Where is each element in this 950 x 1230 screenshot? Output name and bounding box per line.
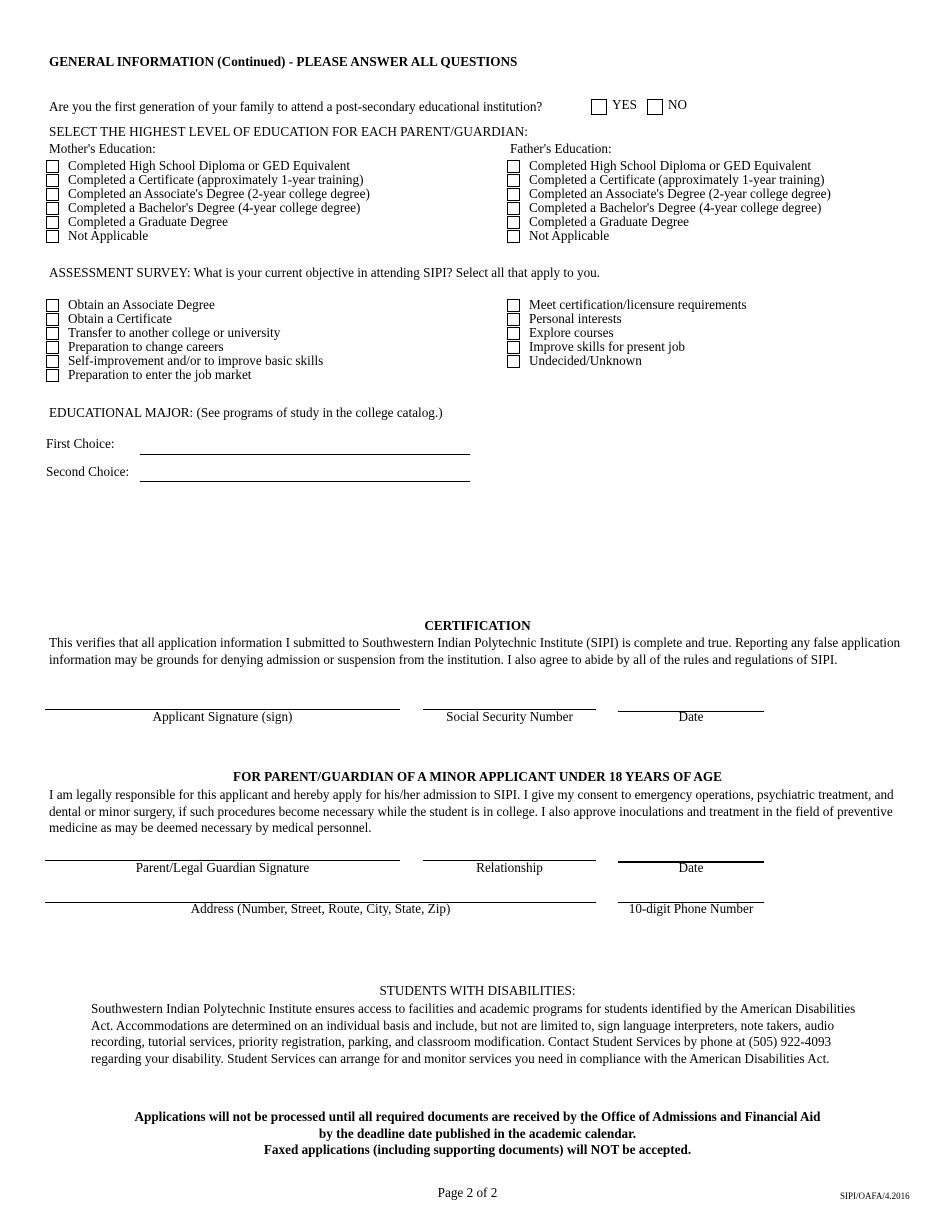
certification-date-label: Date [678,709,704,724]
option-label: Completed a Graduate Degree [529,214,690,229]
option-label: Completed High School Diploma or GED Equivalent [68,158,351,173]
checkbox[interactable] [507,160,520,173]
first-gen-yes-label: YES [612,97,637,112]
option-label: Preparation to enter the job market [68,367,252,382]
select-highest-education-prompt: SELECT THE HIGHEST LEVEL OF EDUCATION FOR EACH PARENT/GUARDIAN: [49,124,528,139]
option-label: Meet certification/licensure requirements [529,297,747,312]
checkbox[interactable] [46,299,59,312]
first-generation-question: Are you the first generation of your family to attend a post-secondary educational institution? [49,99,543,114]
option-label: Improve skills for present job [529,339,686,354]
section-heading-general: GENERAL INFORMATION (Continued) - PLEASE ANSWER ALL QUESTIONS [49,54,518,69]
first-gen-yes-checkbox[interactable] [591,99,607,115]
checkbox[interactable] [46,230,59,243]
certification-heading: CERTIFICATION [424,618,531,633]
checkbox[interactable] [507,202,520,215]
notice-line-2: by the deadline date published in the academic calendar. [318,1126,637,1141]
second-choice-label: Second Choice: [46,464,130,479]
guardian-signature-label: Parent/Legal Guardian Signature [135,860,310,875]
disabilities-heading: STUDENTS WITH DISABILITIES: [379,983,576,998]
first-gen-no-label: NO [668,97,688,112]
relationship-label: Relationship [476,860,543,875]
checkbox[interactable] [46,174,59,187]
guardian-consent-text: I am legally responsible for this applicant and hereby apply for his/her admission to SIPI. I give my consent to emergency operations, psychiatric treatment, and dental or minor surgery, if such procedures become necessary while the student is in college. I also approve inoculations and treatment in the field of preventive medicine as may be deemed necessary by medical personnel. [49,787,894,835]
checkbox[interactable] [507,327,520,340]
educational-major-prompt: EDUCATIONAL MAJOR: (See programs of study in the college catalog.) [49,405,443,420]
checkbox[interactable] [46,369,59,382]
option-label: Not Applicable [68,228,149,243]
mother-education-label: Mother's Education: [49,141,156,156]
checkbox[interactable] [507,174,520,187]
checkbox[interactable] [46,341,59,354]
checkbox[interactable] [507,355,520,368]
option-label: Completed a Bachelor's Degree (4-year college degree) [529,200,822,215]
checkbox[interactable] [46,202,59,215]
disabilities-text: Southwestern Indian Polytechnic Institute ensures access to facilities and academic programs for students identified by the American Disabilities Act. Accommodations are determined on an individual basis and include, but not are limited to, sign language interpreters, note takers, audio recording, tutorial services, priority registration, parking, and classroom modification. Contact Student Services by phone at (505) 922-4093 regarding your disability. Student Services can arrange for and monitor services you need in compliance with the American Disabilities Act. [91,1001,856,1066]
option-label: Completed an Associate's Degree (2-year college degree) [529,186,831,201]
first-gen-no-checkbox[interactable] [647,99,663,115]
option-label: Transfer to another college or university [68,325,281,340]
checkbox[interactable] [46,160,59,173]
option-label: Undecided/Unknown [529,353,642,368]
option-label: Completed High School Diploma or GED Equivalent [529,158,812,173]
form-code: SIPI/OAFA/4.2016 [840,1191,910,1201]
option-label: Completed a Bachelor's Degree (4-year college degree) [68,200,361,215]
father-education-label: Father's Education: [510,141,612,156]
second-choice-input-line[interactable] [140,481,470,482]
guardian-heading: FOR PARENT/GUARDIAN OF A MINOR APPLICANT UNDER 18 YEARS OF AGE [233,769,722,784]
checkbox[interactable] [507,313,520,326]
address-label: Address (Number, Street, Route, City, State, Zip) [190,901,451,916]
option-label: Obtain an Associate Degree [68,297,215,312]
checkbox[interactable] [507,216,520,229]
checkbox[interactable] [46,355,59,368]
checkbox[interactable] [507,341,520,354]
first-choice-label: First Choice: [46,436,115,451]
guardian-date-label: Date [678,860,704,875]
option-label: Preparation to change careers [68,339,224,354]
option-label: Completed a Certificate (approximately 1-year training) [68,172,364,187]
option-label: Obtain a Certificate [68,311,172,326]
option-label: Self-improvement and/or to improve basic skills [68,353,324,368]
option-label: Completed a Certificate (approximately 1-year training) [529,172,825,187]
ssn-label: Social Security Number [446,709,573,724]
checkbox[interactable] [507,299,520,312]
phone-label: 10-digit Phone Number [628,901,754,916]
first-choice-input-line[interactable] [140,454,470,455]
checkbox[interactable] [507,188,520,201]
option-label: Personal interests [529,311,622,326]
checkbox[interactable] [46,327,59,340]
checkbox[interactable] [46,188,59,201]
option-label: Explore courses [529,325,614,340]
checkbox[interactable] [507,230,520,243]
notice-line-3: Faxed applications (including supporting documents) will NOT be accepted. [263,1142,692,1157]
notice-line-1: Applications will not be processed until all required documents are received by the Office of Admissions and Financial Aid [134,1109,821,1124]
checkbox[interactable] [46,216,59,229]
assessment-survey-prompt: ASSESSMENT SURVEY: What is your current objective in attending SIPI? Select all that apply to you. [49,265,601,280]
certification-text: This verifies that all application information I submitted to Southwestern Indian Polytechnic Institute (SIPI) is complete and true. Reporting any false application information may be grounds for denying admission or suspension from the institution. I also agree to abide by all of the rules and regulations of SIPI. [49,635,901,667]
option-label: Completed a Graduate Degree [68,214,229,229]
page-number: Page 2 of 2 [437,1185,498,1200]
option-label: Completed an Associate's Degree (2-year college degree) [68,186,370,201]
applicant-signature-label: Applicant Signature (sign) [152,709,293,724]
checkbox[interactable] [46,313,59,326]
option-label: Not Applicable [529,228,610,243]
